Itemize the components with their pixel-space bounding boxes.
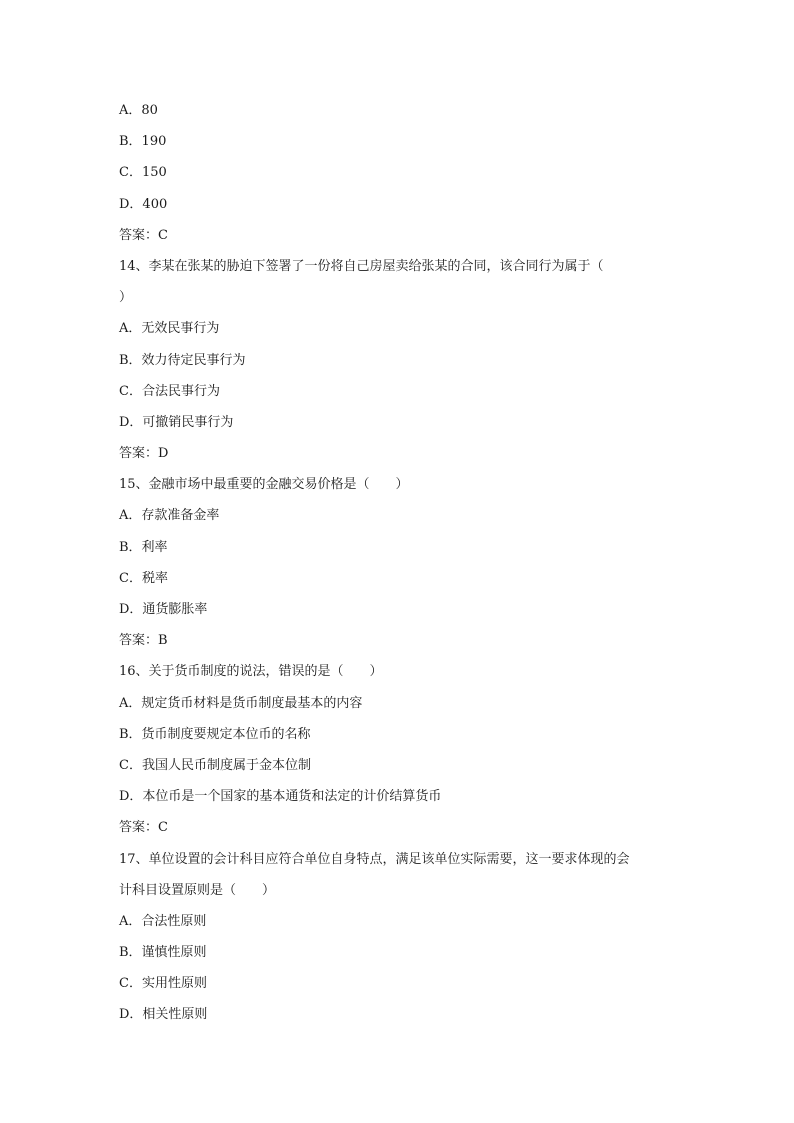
- option-c: C．合法民事行为: [119, 383, 220, 399]
- option-b: B．货币制度要规定本位币的名称: [119, 726, 311, 742]
- answer: 答案：C: [119, 227, 168, 243]
- answer: 答案：D: [119, 446, 169, 462]
- answer: 答案：C: [119, 820, 168, 836]
- question-text-line: 17、单位设置的会计科目应符合单位自身特点，满足该单位实际需要，这一要求体现的会: [119, 851, 630, 867]
- option-d: D．可撤销民事行为: [119, 414, 234, 430]
- option-d: D．400: [119, 196, 168, 212]
- option-d: D．本位币是一个国家的基本通货和法定的计价结算货币: [119, 789, 442, 805]
- question-text-line: 14、李某在张某的胁迫下签署了一份将自己房屋卖给张某的合同，该合同行为属于（: [119, 258, 604, 274]
- question-text-line: 计科目设置原则是（ ）: [119, 882, 276, 898]
- question-text-line: 16、关于货币制度的说法，错误的是（ ）: [119, 664, 383, 680]
- option-c: C．150: [119, 165, 167, 181]
- document-content: [119, 101, 679, 1037]
- question-16: [119, 662, 679, 838]
- option-a: A．合法性原则: [119, 913, 207, 929]
- option-d: D．通货膨胀率: [119, 602, 208, 617]
- option-c: C．税率: [119, 570, 168, 586]
- option-a: A．80: [119, 103, 158, 118]
- option-b: B．效力待定民事行为: [119, 352, 246, 368]
- option-b: B．谨慎性原则: [119, 945, 207, 961]
- question-15: [119, 475, 679, 651]
- option-a: A．无效民事行为: [119, 321, 220, 337]
- question-14: [119, 257, 679, 464]
- option-d: D．相关性原则: [119, 1007, 208, 1023]
- option-c: C．我国人民币制度属于金本位制: [119, 757, 311, 773]
- question-text-line: ）: [119, 290, 133, 306]
- answer: 答案：B: [119, 633, 168, 649]
- option-b: B．190: [119, 134, 167, 150]
- question-13-tail: [119, 101, 679, 246]
- question-text-line: 15、金融市场中最重要的金融交易价格是（ ）: [119, 477, 409, 493]
- option-a: A．规定货币材料是货币制度最基本的内容: [119, 695, 363, 711]
- option-b: B．利率: [119, 539, 168, 555]
- question-17: [119, 850, 679, 1026]
- option-c: C．实用性原则: [119, 976, 207, 992]
- option-a: A．存款准备金率: [119, 508, 220, 524]
